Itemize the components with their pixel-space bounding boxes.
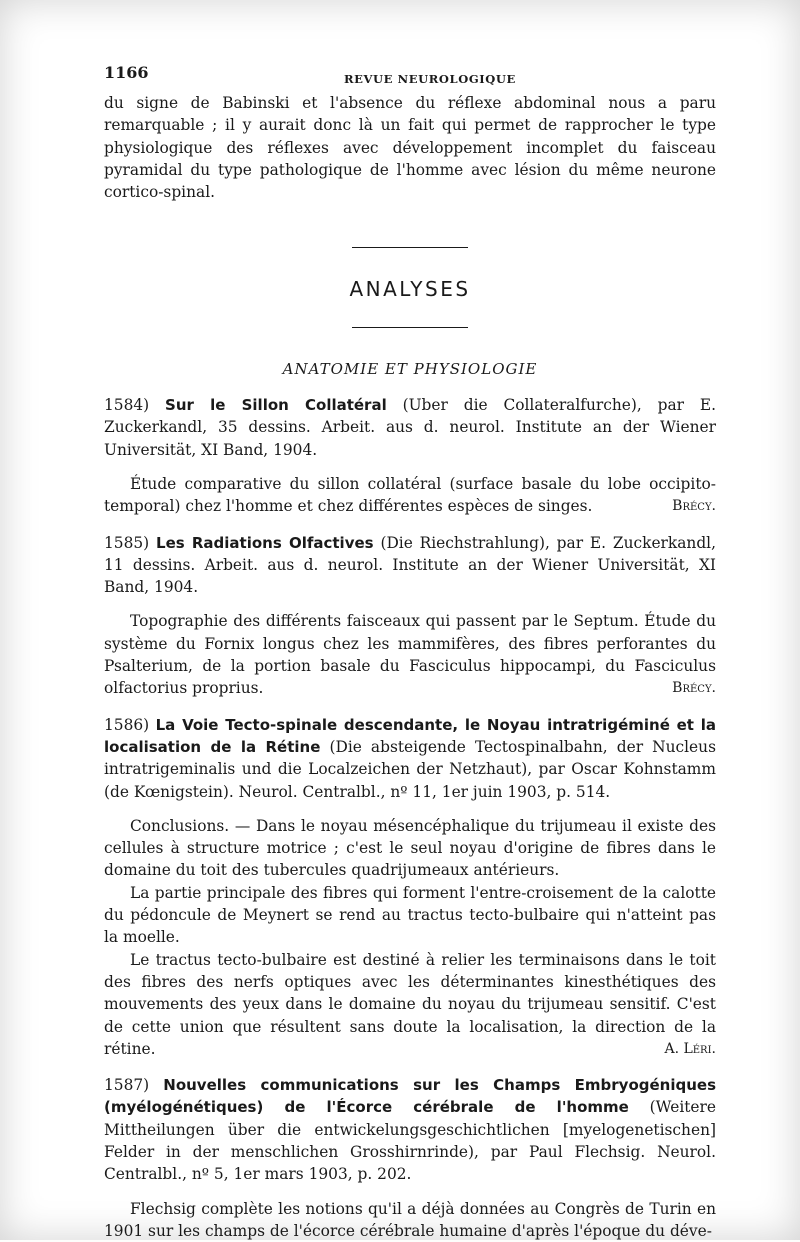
entry-1585 [104, 532, 716, 700]
intro-paragraph: du signe de Babinski et l'absence du réflexe abdominal nous a paru remarquable ; il y aurait donc là un fait qui permet de rapprocher le type physiologique des réflexes avec développement incomplet du faisceau pyramidal du type pathologique de l'homme avec lésion du même neurone cortico-spinal. [104, 94, 716, 202]
entry-1584 [104, 394, 716, 517]
entry-signature: Brécy. [672, 680, 716, 697]
entry-heading [104, 714, 716, 803]
entry-body-text: Étude comparative du sillon collatéral (surface basale du lobe occipito-temporal) chez l'homme et chez différentes espèces de singes. [104, 474, 716, 516]
entry-body-text: Topographie des différents faisceaux qui passent par le Septum. Étude du système du Fornix longus chez les mammifères, des fibres perforantes du Psalterium, de la portion basale du Fasciculus hippocampi, du Fasciculus olfactorius proprius. [104, 612, 716, 698]
entry-title: Les Radiations Olfactives [156, 533, 374, 552]
entry-body: La partie principale des fibres qui forment l'entre-croisement de la calotte du pédoncule de Meynert se rend au tractus tecto-bulbaire qui n'atteint pas la moelle. [104, 883, 716, 947]
entry-citation: (Die absteigende Tectospinalbahn, der Nucleus intratrigeminalis und die Localzeichen der Netzhaut), par Oscar Kohnstamm (de Kœnigstein). Neurol. Centralbl., nº 11, 1er juin 1903, p. 514. [104, 737, 716, 801]
text-column [104, 62, 716, 1242]
section-rule-bottom [352, 327, 468, 328]
entry-signature: A. Léri. [664, 1040, 716, 1057]
section-title: ANALYSES [349, 277, 471, 302]
entry-signature: Brécy. [672, 498, 716, 515]
running-head: REVUE NEUROLOGIQUE [344, 72, 516, 86]
entry-number: 1586) [104, 715, 150, 734]
page-number: 1166 [104, 63, 149, 82]
entry-body-text: Le tractus tecto-bulbaire est destiné à relier les terminaisons dans le toit des fibres des nerfs optiques avec les déterminantes kinesthétiques des mouvements des yeux dans le domaine du noyau du trijumeau sensitif. C'est de cette union que résultent sans doute la localisation, la direction de la rétine. [104, 950, 716, 1058]
entry-number: 1585) [104, 533, 150, 552]
entry-body: Flechsig complète les notions qu'il a déjà données au Congrès de Turin en 1901 sur les champs de l'écorce cérébrale humaine d'après l'époque du déve- [104, 1199, 716, 1240]
entry-body: Conclusions. — Dans le noyau mésencéphalique du trijumeau il existe des cellules à structure motrice ; c'est le seul noyau d'origine de fibres dans le domaine du toit des tubercules quadrijumeaux antérieurs. [104, 816, 716, 880]
entry-citation: (Die Riechstrahlung), par E. Zuckerkandl, 11 dessins. Arbeit. aus d. neurol. Institute an der Wiener Universität, XI Band, 1904. [104, 533, 716, 597]
entry-title: Sur le Sillon Collatéral [165, 396, 387, 415]
entry-citation: (Uber die Collateralfurche), par E. Zuckerkandl, 35 dessins. Arbeit. aus d. neurol. Institute an der Wiener Universität, XI Band, 1904. [104, 396, 716, 459]
entry-1587 [104, 1074, 716, 1242]
entry-number: 1587) [104, 1076, 150, 1095]
entry-heading [104, 532, 716, 599]
section-rule-top [352, 247, 468, 248]
entry-number: 1584) [104, 396, 150, 415]
entry-body [104, 610, 716, 699]
entry-heading [104, 1074, 716, 1185]
entry-heading [104, 394, 716, 461]
entry-citation: (Weitere Mittheilungen über die entwickelungsgeschichtlichen [myelogenetischen] Felder in der menschlichen Grosshirnrinde), par Paul Flechsig. Neurol. Centralbl., nº 5, 1er mars 1903, p. 202. [104, 1098, 717, 1184]
entry-body [104, 949, 716, 1060]
entry-1586 [104, 714, 716, 1060]
entry-title: La Voie Tecto-spinale descendante, le Noyau intratrigéminé et la localisation de la Rétine [104, 715, 716, 756]
entry-body [104, 473, 716, 518]
entry-title: Nouvelles communications sur les Champs Embryogéniques (myélogénétiques) de l'Écorce cérébrale de l'homme [104, 1076, 716, 1117]
page-header [104, 62, 716, 92]
subsection-title: ANATOMIE ET PHYSIOLOGIE [282, 359, 538, 378]
